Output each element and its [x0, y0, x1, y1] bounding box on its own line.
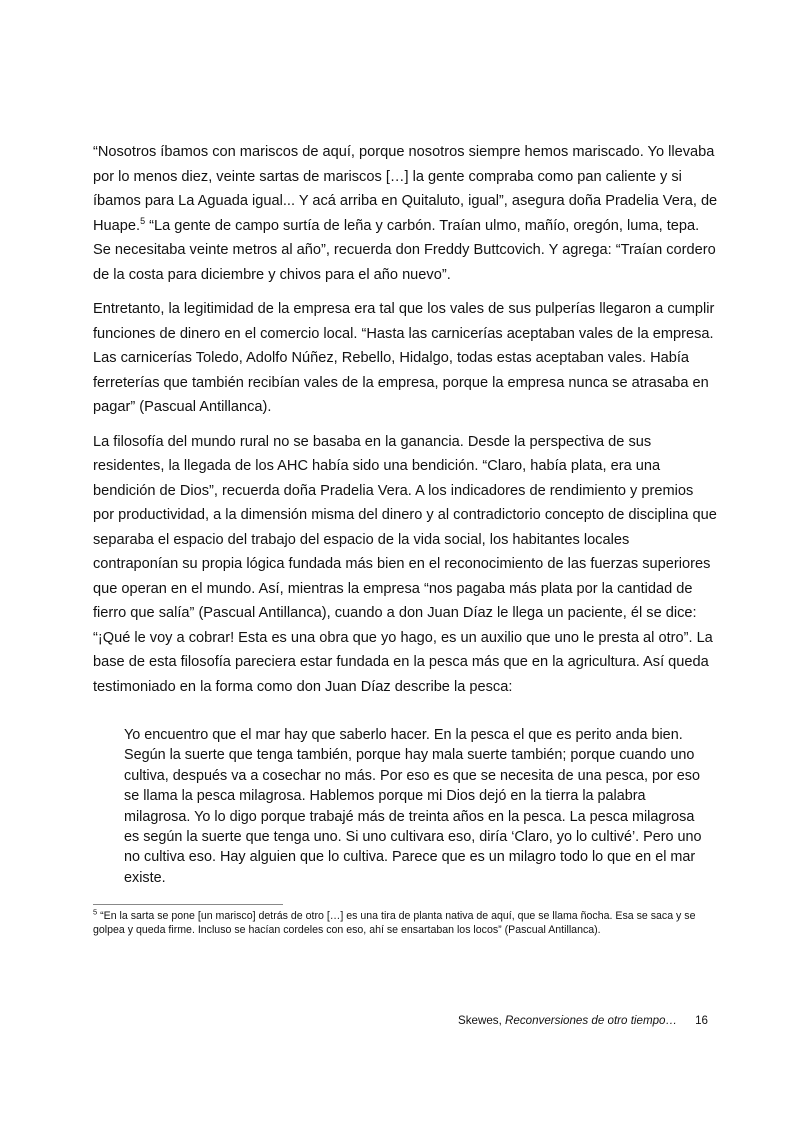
block-quote: Yo encuentro que el mar hay que saberlo hacer. En la pesca el que es perito anda bien. Según la suerte que tenga también, porque hay mala suerte también; porque cuando uno cultiva, después va a cosechar no más. Por eso es que se necesita de una pesca, por eso se llama la pesca milagrosa. Hablemos porque mi Dios dejó en la tierra la palabra milagrosa. Yo lo digo porque trabajé más de treinta años en la pesca. La pesca milagrosa es según la suerte que tenga uno. Si uno cultivara eso, diría ‘Claro, yo lo cultivé’. Pero uno no cultiva eso. Hay alguien que lo cultiva. Parece que es un milagro todo lo que en el mar existe.	[124, 727, 702, 886]
page-number: 16	[695, 1014, 708, 1027]
footer-author: Skewes,	[457, 1014, 506, 1027]
paragraph-2: Entretanto, la legitimidad de la empresa era tal que los vales de sus pulperías llegaron a cumplir funciones de dinero en el comercio local. “Hasta las carnicerías aceptaban vales de la empresa. Las carnicerías Toledo, Adolfo Núñez, Rebello, Hidalgo, todas estas aceptaban vales. Había ferreterías que también recibían vales de la empresa, porque la empresa nunca se atrasaba en pagar” (Pascual Antillanca).	[93, 301, 715, 415]
paragraph-1	[93, 140, 718, 287]
footnote-separator	[93, 904, 283, 905]
page-footer	[458, 1014, 708, 1028]
footnote-text: “En la sarta se pone [un marisco] detrás de otro […] es una tira de planta nativa de aquí, que se llama ñocha. Esa se saca y se golpea y queda firme. Incluso se hacían cordeles con eso, ahí se ensartaban los locos” (Pascual Antillanca).	[93, 910, 696, 936]
footnote-mark: 5	[93, 907, 98, 917]
footnote	[93, 909, 718, 937]
page-body	[93, 140, 718, 888]
paragraph-3: La filosofía del mundo rural no se basaba en la ganancia. Desde la perspectiva de sus residentes, la llegada de los AHC había sido una bendición. “Claro, había plata, era una bendición de Dios”, recuerda doña Pradelia Vera. A los indicadores de rendimiento y premios por productividad, a la dimensión misma del dinero y al contradictorio concepto de disciplina que separaba el espacio del trabajo del espacio de la vida social, los habitantes locales contraponían su propia lógica fundada más bien en el reconocimiento de las fuerzas superiores que operan en el mundo. Así, mientras la empresa “nos pagaba más plata por la cantidad de fierro que salía” (Pascual Antillanca), cuando a don Juan Díaz le llega un paciente, él se dice: “¡Qué le voy a cobrar! Esta es una obra que yo hago, es un auxilio que uno le presta al otro”. La base de esta filosofía pareciera estar fundada en la pesca más que en la agricultura. Así queda testimoniado en la forma como don Juan Díaz describe la pesca:	[93, 433, 717, 695]
paragraph-1-text-after: “La gente de campo surtía de leña y carbón. Traían ulmo, mañío, oregón, luma, tepa. Se necesitaba veinte metros al año”, recuerda don Freddy Buttcovich. Y agrega: “Traían cordero de la costa para diciembre y chivos para el año nuevo”.	[93, 217, 716, 283]
footer-title: Reconversiones de otro tiempo…	[505, 1014, 678, 1027]
paragraph-1-text-before: “Nosotros íbamos con mariscos de aquí, porque nosotros siempre hemos mariscado. Yo llevaba por lo menos diez, veinte sartas de mariscos […] la gente compraba como pan caliente y si íbamos para La Aguada igual... Y acá arriba en Quitaluto, igual”, asegura doña Pradelia Vera, de Huape.	[93, 144, 718, 234]
footnote-reference[interactable]: 5	[140, 215, 146, 226]
